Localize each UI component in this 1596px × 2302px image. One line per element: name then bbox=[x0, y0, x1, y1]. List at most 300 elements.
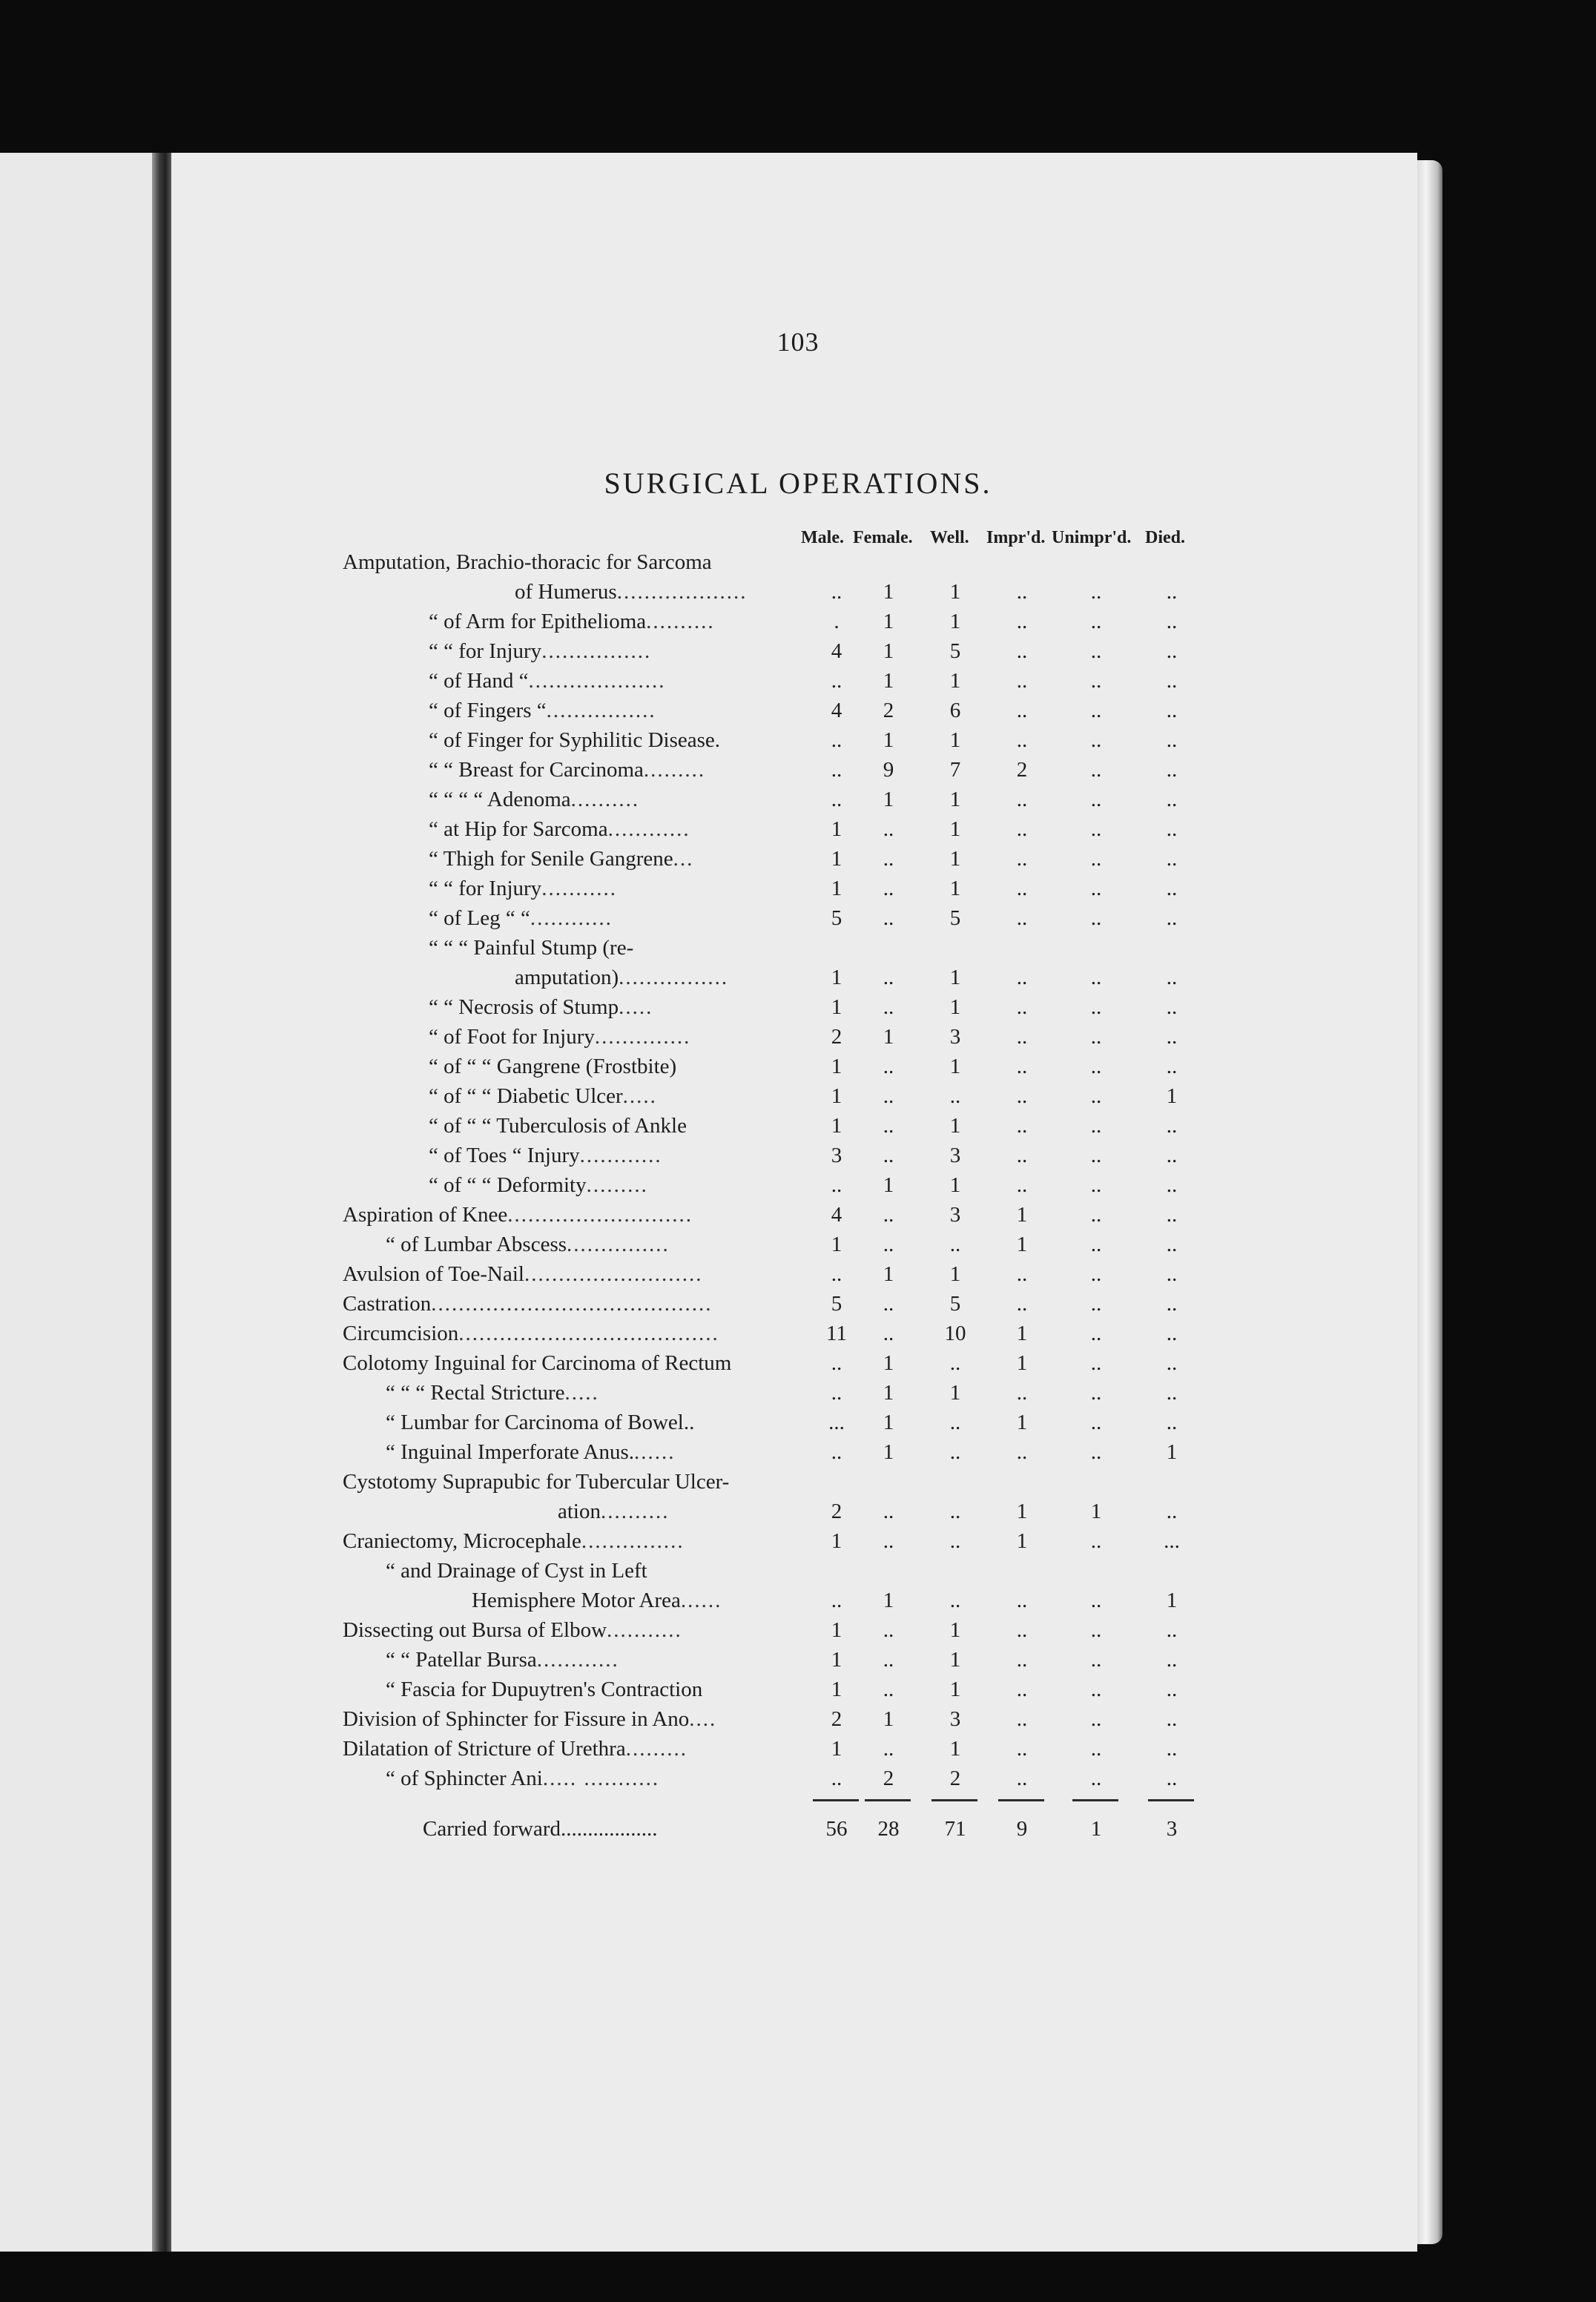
operation-name: “ Lumbar for Carcinoma of Bowel.. bbox=[386, 1411, 695, 1434]
dot-leader: ............ bbox=[579, 1144, 662, 1167]
dot-leader: ........... bbox=[541, 877, 617, 900]
cell-unimproved: .. bbox=[1090, 1292, 1102, 1316]
cell-male: 2 bbox=[831, 1707, 842, 1731]
table-row bbox=[0, 1645, 1596, 1675]
cell-female: 1 bbox=[883, 1173, 894, 1197]
cell-improved: .. bbox=[1016, 1084, 1028, 1108]
cell-unimproved: .. bbox=[1090, 1114, 1102, 1138]
dot-leader: ...... bbox=[634, 1440, 676, 1464]
cell-improved: .. bbox=[1016, 1737, 1028, 1761]
cell-improved: .. bbox=[1016, 1292, 1028, 1316]
cell-improved: .. bbox=[1016, 1055, 1028, 1078]
operation-name: ation bbox=[558, 1500, 601, 1523]
table-row bbox=[0, 1764, 1596, 1793]
cell-well: 1 bbox=[949, 817, 961, 841]
operation-label bbox=[429, 1170, 648, 1200]
dot-leader: ......................................... bbox=[431, 1292, 713, 1316]
cell-male: 1 bbox=[831, 1648, 842, 1672]
dot-leader: .................... bbox=[528, 669, 666, 693]
table-row bbox=[0, 1319, 1596, 1348]
cell-female: .. bbox=[883, 1084, 894, 1108]
cell-died: 1 bbox=[1166, 1440, 1178, 1464]
operation-name: “ “ for Injury bbox=[429, 877, 542, 900]
cell-female: .. bbox=[883, 1203, 894, 1227]
cell-improved: .. bbox=[1016, 639, 1028, 663]
table-row bbox=[0, 636, 1596, 666]
cell-improved: .. bbox=[1016, 788, 1028, 811]
total-cell: 56 bbox=[825, 1817, 848, 1841]
cell-female: .. bbox=[883, 1322, 894, 1345]
cell-female: 2 bbox=[883, 1767, 894, 1790]
cell-well: .. bbox=[949, 1411, 961, 1434]
dot-leader: ................ bbox=[541, 639, 652, 663]
cell-well: 1 bbox=[949, 610, 961, 633]
operation-name: Avulsion of Toe-Nail bbox=[343, 1262, 524, 1286]
cell-well: .. bbox=[949, 1500, 961, 1523]
total-rule bbox=[865, 1799, 911, 1801]
operation-name: “ “ “ “ Adenoma bbox=[429, 788, 571, 811]
cell-died: .. bbox=[1166, 1292, 1178, 1316]
cell-well: 1 bbox=[949, 1381, 961, 1405]
cell-unimproved: .. bbox=[1090, 1440, 1102, 1464]
cell-well: 1 bbox=[949, 580, 961, 604]
operation-label bbox=[515, 577, 747, 607]
cell-died: .. bbox=[1166, 1411, 1178, 1434]
cell-male: .. bbox=[831, 580, 842, 604]
cell-well: 1 bbox=[949, 1648, 961, 1672]
operation-name: “ of “ “ Gangrene (Frostbite) bbox=[429, 1055, 677, 1078]
operation-label bbox=[386, 1645, 619, 1675]
cell-well: 3 bbox=[949, 1025, 961, 1049]
operation-name: “ of Finger for Syphilitic Disease. bbox=[429, 728, 721, 752]
cell-male: .. bbox=[831, 1262, 842, 1286]
operation-label bbox=[343, 1526, 685, 1556]
total-rule bbox=[931, 1799, 977, 1801]
cell-improved: .. bbox=[1016, 847, 1028, 871]
operation-name: Dissecting out Bursa of Elbow bbox=[343, 1618, 607, 1642]
dot-leader: ................ bbox=[546, 699, 656, 722]
operation-label bbox=[343, 1467, 729, 1497]
operation-label bbox=[429, 992, 653, 1022]
cell-female: .. bbox=[883, 1233, 894, 1256]
cell-died: .. bbox=[1166, 906, 1178, 930]
cell-well: 1 bbox=[949, 995, 961, 1019]
cell-died: .. bbox=[1166, 1322, 1178, 1345]
cell-unimproved: .. bbox=[1090, 1144, 1102, 1167]
cell-female: 2 bbox=[883, 699, 894, 722]
cell-female: 1 bbox=[883, 1707, 894, 1731]
cell-female: .. bbox=[883, 1144, 894, 1167]
total-cell: 1 bbox=[1090, 1817, 1102, 1841]
cell-well: 5 bbox=[949, 1292, 961, 1316]
cell-female: .. bbox=[883, 1737, 894, 1761]
cell-improved: 1 bbox=[1016, 1411, 1028, 1434]
cell-male: 1 bbox=[831, 1055, 842, 1078]
total-label-text: Carried forward bbox=[423, 1817, 561, 1841]
cell-improved: .. bbox=[1016, 1381, 1028, 1405]
table-row bbox=[0, 1437, 1596, 1467]
dot-leader: ......... bbox=[643, 758, 706, 782]
cell-improved: .. bbox=[1016, 1173, 1028, 1197]
cell-died: .. bbox=[1166, 995, 1178, 1019]
operation-name: “ “ for Injury bbox=[429, 639, 542, 663]
operation-label bbox=[429, 933, 633, 963]
cell-unimproved: .. bbox=[1090, 699, 1102, 722]
operation-label bbox=[429, 1081, 657, 1111]
total-rule bbox=[1148, 1799, 1194, 1801]
cell-died: .. bbox=[1166, 1203, 1178, 1227]
cell-well: 1 bbox=[949, 1618, 961, 1642]
operation-name: “ of “ “ Tuberculosis of Ankle bbox=[429, 1114, 687, 1138]
cell-unimproved: .. bbox=[1090, 1322, 1102, 1345]
operation-name: “ of “ “ Deformity bbox=[429, 1173, 587, 1197]
cell-improved: .. bbox=[1016, 699, 1028, 722]
page-title: SURGICAL OPERATIONS. bbox=[604, 466, 992, 500]
cell-died: .. bbox=[1166, 1618, 1178, 1642]
cell-well: 3 bbox=[949, 1203, 961, 1227]
cell-male: 1 bbox=[831, 1114, 842, 1138]
cell-died: .. bbox=[1166, 1114, 1178, 1138]
cell-improved: 1 bbox=[1016, 1233, 1028, 1256]
cell-improved: 1 bbox=[1016, 1203, 1028, 1227]
cell-improved: 1 bbox=[1016, 1322, 1028, 1345]
cell-improved: .. bbox=[1016, 995, 1028, 1019]
total-cell: 28 bbox=[877, 1817, 900, 1841]
cell-unimproved: .. bbox=[1090, 1707, 1102, 1731]
cell-improved: .. bbox=[1016, 669, 1028, 693]
operation-label bbox=[429, 903, 613, 933]
cell-male: 1 bbox=[831, 995, 842, 1019]
cell-well: 1 bbox=[949, 1173, 961, 1197]
dot-leader: ............... bbox=[581, 1529, 685, 1553]
table-row bbox=[0, 1704, 1596, 1734]
cell-well: 10 bbox=[944, 1322, 966, 1345]
dot-leader: ...................................... bbox=[458, 1322, 719, 1345]
cell-well: .. bbox=[949, 1589, 961, 1612]
cell-unimproved: .. bbox=[1090, 877, 1102, 900]
cell-male: 1 bbox=[831, 966, 842, 989]
dot-leader: ..... bbox=[622, 1084, 657, 1108]
cell-improved: 1 bbox=[1016, 1500, 1028, 1523]
cell-male: 3 bbox=[831, 1144, 842, 1167]
dot-leader: .......................... bbox=[524, 1262, 703, 1286]
cell-well: .. bbox=[949, 1440, 961, 1464]
table-row bbox=[0, 814, 1596, 844]
operation-name: “ of “ “ Diabetic Ulcer bbox=[429, 1084, 623, 1108]
table-row bbox=[0, 755, 1596, 785]
cell-female: .. bbox=[883, 1529, 894, 1553]
table-row bbox=[0, 725, 1596, 755]
cell-male: .. bbox=[831, 728, 842, 752]
cell-female: 1 bbox=[883, 728, 894, 752]
cell-well: .. bbox=[949, 1233, 961, 1256]
cell-died: .. bbox=[1166, 639, 1178, 663]
cell-well: 1 bbox=[949, 1262, 961, 1286]
cell-female: 1 bbox=[883, 1411, 894, 1434]
cell-male: 1 bbox=[831, 1618, 842, 1642]
cell-improved: .. bbox=[1016, 1678, 1028, 1701]
operation-label bbox=[343, 1348, 731, 1378]
cell-died: .. bbox=[1166, 1351, 1178, 1375]
cell-improved: .. bbox=[1016, 1767, 1028, 1790]
operation-name: “ Inguinal Imperforate Anus. bbox=[386, 1440, 635, 1464]
table-row bbox=[0, 696, 1596, 725]
cell-unimproved: 1 bbox=[1090, 1500, 1102, 1523]
operation-label bbox=[386, 1230, 670, 1259]
cell-unimproved: .. bbox=[1090, 1055, 1102, 1078]
cell-male: 1 bbox=[831, 847, 842, 871]
total-cell: 9 bbox=[1016, 1817, 1028, 1841]
operation-label bbox=[429, 785, 639, 814]
table-row bbox=[0, 1289, 1596, 1319]
cell-died: .. bbox=[1166, 1737, 1178, 1761]
cell-female: .. bbox=[883, 1678, 894, 1701]
cell-died: .. bbox=[1166, 610, 1178, 633]
operation-name: “ at Hip for Sarcoma bbox=[429, 817, 608, 841]
table-row bbox=[0, 1586, 1596, 1615]
cell-died: .. bbox=[1166, 847, 1178, 871]
cell-female: 1 bbox=[883, 1025, 894, 1049]
operation-label bbox=[343, 1289, 712, 1319]
table-row bbox=[0, 1081, 1596, 1111]
cell-well: 2 bbox=[949, 1767, 961, 1790]
cell-improved: .. bbox=[1016, 1589, 1028, 1612]
table-row bbox=[0, 1230, 1596, 1259]
operation-label bbox=[429, 755, 705, 785]
cell-died: 1 bbox=[1166, 1589, 1178, 1612]
cell-unimproved: .. bbox=[1090, 1203, 1102, 1227]
cell-unimproved: .. bbox=[1090, 1262, 1102, 1286]
cell-unimproved: .. bbox=[1090, 1737, 1102, 1761]
cell-unimproved: .. bbox=[1090, 610, 1102, 633]
operation-label bbox=[386, 1675, 702, 1704]
dot-leader: ... bbox=[673, 847, 694, 871]
column-header: Well. bbox=[930, 528, 969, 547]
table-row bbox=[0, 1556, 1596, 1586]
cell-female: 9 bbox=[883, 758, 894, 782]
table-row bbox=[0, 992, 1596, 1022]
page-number: 103 bbox=[776, 327, 820, 357]
cell-male: 1 bbox=[831, 1678, 842, 1701]
cell-male: 1 bbox=[831, 877, 842, 900]
dot-leader: .................. bbox=[561, 1817, 658, 1841]
cell-died: .. bbox=[1166, 728, 1178, 752]
table-row bbox=[0, 963, 1596, 992]
operation-label bbox=[429, 725, 720, 755]
dot-leader: ............ bbox=[530, 906, 613, 930]
cell-female: 1 bbox=[883, 1262, 894, 1286]
operation-label bbox=[386, 1378, 599, 1408]
operation-label bbox=[386, 1556, 647, 1586]
operation-label bbox=[558, 1497, 670, 1526]
operation-name: “ “ Patellar Bursa bbox=[386, 1648, 537, 1672]
dot-leader: ...... bbox=[680, 1589, 722, 1612]
cell-improved: .. bbox=[1016, 906, 1028, 930]
cell-unimproved: .. bbox=[1090, 639, 1102, 663]
table-row bbox=[0, 1378, 1596, 1408]
cell-unimproved: .. bbox=[1090, 1589, 1102, 1612]
cell-died: .. bbox=[1166, 817, 1178, 841]
cell-improved: .. bbox=[1016, 1648, 1028, 1672]
cell-died: .. bbox=[1166, 1144, 1178, 1167]
cell-improved: .. bbox=[1016, 1262, 1028, 1286]
operation-label bbox=[429, 666, 665, 696]
cell-female: .. bbox=[883, 1618, 894, 1642]
cell-died: .. bbox=[1166, 1233, 1178, 1256]
operation-label bbox=[386, 1408, 694, 1437]
cell-died: .. bbox=[1166, 1648, 1178, 1672]
cell-male: .. bbox=[831, 1381, 842, 1405]
dot-leader: .............. bbox=[594, 1025, 691, 1049]
operation-name: Division of Sphincter for Fissure in Ano bbox=[343, 1707, 690, 1731]
dot-leader: .......... bbox=[570, 788, 640, 811]
table-row bbox=[0, 1022, 1596, 1052]
operation-name: “ “ Breast for Carcinoma bbox=[429, 758, 644, 782]
dot-leader: ......... bbox=[625, 1737, 687, 1761]
cell-improved: .. bbox=[1016, 1025, 1028, 1049]
cell-well: 1 bbox=[949, 788, 961, 811]
operations-table bbox=[0, 547, 1596, 1793]
operation-label bbox=[429, 696, 656, 725]
cell-died: .. bbox=[1166, 699, 1178, 722]
column-header: Impr'd. bbox=[986, 528, 1046, 547]
table-row bbox=[0, 1467, 1596, 1497]
cell-unimproved: .. bbox=[1090, 758, 1102, 782]
cell-female: 1 bbox=[883, 788, 894, 811]
cell-male: 4 bbox=[831, 699, 842, 722]
operation-name: “ Thigh for Senile Gangrene bbox=[429, 847, 673, 871]
cell-well: 1 bbox=[949, 877, 961, 900]
table-row bbox=[0, 1675, 1596, 1704]
table-row bbox=[0, 1052, 1596, 1081]
cell-male: .. bbox=[831, 758, 842, 782]
operation-label bbox=[515, 963, 728, 992]
table-row bbox=[0, 874, 1596, 903]
dot-leader: .... bbox=[689, 1707, 717, 1731]
operation-name: “ of Lumbar Abscess bbox=[386, 1233, 567, 1256]
operation-name: “ of Arm for Epithelioma bbox=[429, 610, 647, 633]
operation-name: “ of Sphincter Ani bbox=[386, 1767, 543, 1790]
cell-improved: .. bbox=[1016, 817, 1028, 841]
cell-female: .. bbox=[883, 966, 894, 989]
cell-male: .. bbox=[831, 1589, 842, 1612]
cell-died: .. bbox=[1166, 1025, 1178, 1049]
table-row bbox=[0, 666, 1596, 696]
cell-male: 1 bbox=[831, 1737, 842, 1761]
cell-improved: .. bbox=[1016, 877, 1028, 900]
cell-well: 1 bbox=[949, 847, 961, 871]
cell-died: .. bbox=[1166, 966, 1178, 989]
cell-improved: .. bbox=[1016, 1144, 1028, 1167]
cell-male: .. bbox=[831, 669, 842, 693]
cell-well: 1 bbox=[949, 1114, 961, 1138]
dot-leader: ............... bbox=[567, 1233, 670, 1256]
dot-leader: ..... bbox=[619, 995, 653, 1019]
dot-leader: ................... bbox=[616, 580, 748, 604]
cell-well: 1 bbox=[949, 966, 961, 989]
cell-male: .. bbox=[831, 788, 842, 811]
operation-label bbox=[343, 547, 712, 577]
cell-improved: .. bbox=[1016, 966, 1028, 989]
cell-male: . bbox=[834, 610, 840, 633]
cell-died: .. bbox=[1166, 580, 1178, 604]
operation-name: “ “ “ Rectal Stricture bbox=[386, 1381, 565, 1405]
dot-leader: ............ bbox=[607, 817, 690, 841]
cell-female: .. bbox=[883, 1114, 894, 1138]
operation-label bbox=[429, 844, 693, 874]
cell-unimproved: .. bbox=[1090, 817, 1102, 841]
operation-name: “ of Foot for Injury bbox=[429, 1025, 595, 1049]
table-row bbox=[0, 1348, 1596, 1378]
column-header: Died. bbox=[1145, 528, 1185, 547]
operation-name: Cystotomy Suprapubic for Tubercular Ulcer- bbox=[343, 1470, 730, 1494]
operation-name: Hemisphere Motor Area bbox=[472, 1589, 681, 1612]
operation-label bbox=[343, 1259, 702, 1289]
cell-unimproved: .. bbox=[1090, 1233, 1102, 1256]
operation-name: “ and Drainage of Cyst in Left bbox=[386, 1559, 647, 1583]
cell-died: .. bbox=[1166, 1381, 1178, 1405]
operation-name: “ of Hand “ bbox=[429, 669, 529, 693]
cell-female: 1 bbox=[883, 610, 894, 633]
cell-female: 1 bbox=[883, 1440, 894, 1464]
operation-name: “ of Leg “ “ bbox=[429, 906, 530, 930]
cell-male: 5 bbox=[831, 906, 842, 930]
cell-died: .. bbox=[1166, 1500, 1178, 1523]
operation-name: Dilatation of Stricture of Urethra bbox=[343, 1737, 626, 1761]
table-row bbox=[0, 844, 1596, 874]
cell-unimproved: .. bbox=[1090, 1618, 1102, 1642]
cell-well: 3 bbox=[949, 1144, 961, 1167]
cell-male: 11 bbox=[826, 1322, 847, 1345]
operation-name: “ of Fingers “ bbox=[429, 699, 547, 722]
operation-label bbox=[386, 1437, 676, 1467]
dot-leader: .......... bbox=[646, 610, 715, 633]
cell-unimproved: .. bbox=[1090, 906, 1102, 930]
cell-improved: .. bbox=[1016, 1707, 1028, 1731]
operation-label bbox=[429, 636, 651, 666]
operation-name: Aspiration of Knee bbox=[343, 1203, 508, 1227]
cell-male: ... bbox=[828, 1411, 845, 1434]
cell-male: 1 bbox=[831, 1084, 842, 1108]
table-row bbox=[0, 547, 1596, 577]
column-header: Unimpr'd. bbox=[1052, 528, 1132, 547]
cell-male: 1 bbox=[831, 817, 842, 841]
cell-unimproved: .. bbox=[1090, 1529, 1102, 1553]
cell-female: .. bbox=[883, 906, 894, 930]
total-rules bbox=[0, 1799, 1596, 1807]
operation-label bbox=[429, 1111, 687, 1141]
table-row bbox=[0, 577, 1596, 607]
cell-male: 2 bbox=[831, 1025, 842, 1049]
cell-female: 1 bbox=[883, 580, 894, 604]
cell-female: .. bbox=[883, 1292, 894, 1316]
dot-leader: ........... bbox=[607, 1618, 682, 1642]
total-label bbox=[423, 1814, 658, 1844]
total-cell: 71 bbox=[944, 1817, 966, 1841]
cell-died: .. bbox=[1166, 877, 1178, 900]
cell-died: .. bbox=[1166, 1767, 1178, 1790]
cell-died: .. bbox=[1166, 1055, 1178, 1078]
table-row bbox=[0, 1734, 1596, 1764]
cell-female: .. bbox=[883, 847, 894, 871]
operation-label bbox=[429, 874, 617, 903]
cell-female: .. bbox=[883, 877, 894, 900]
operation-name: of Humerus bbox=[515, 580, 617, 604]
cell-improved: .. bbox=[1016, 1440, 1028, 1464]
dot-leader: ..... ........... bbox=[542, 1767, 660, 1790]
operation-name: Circumcision bbox=[343, 1322, 459, 1345]
cell-male: .. bbox=[831, 1351, 842, 1375]
